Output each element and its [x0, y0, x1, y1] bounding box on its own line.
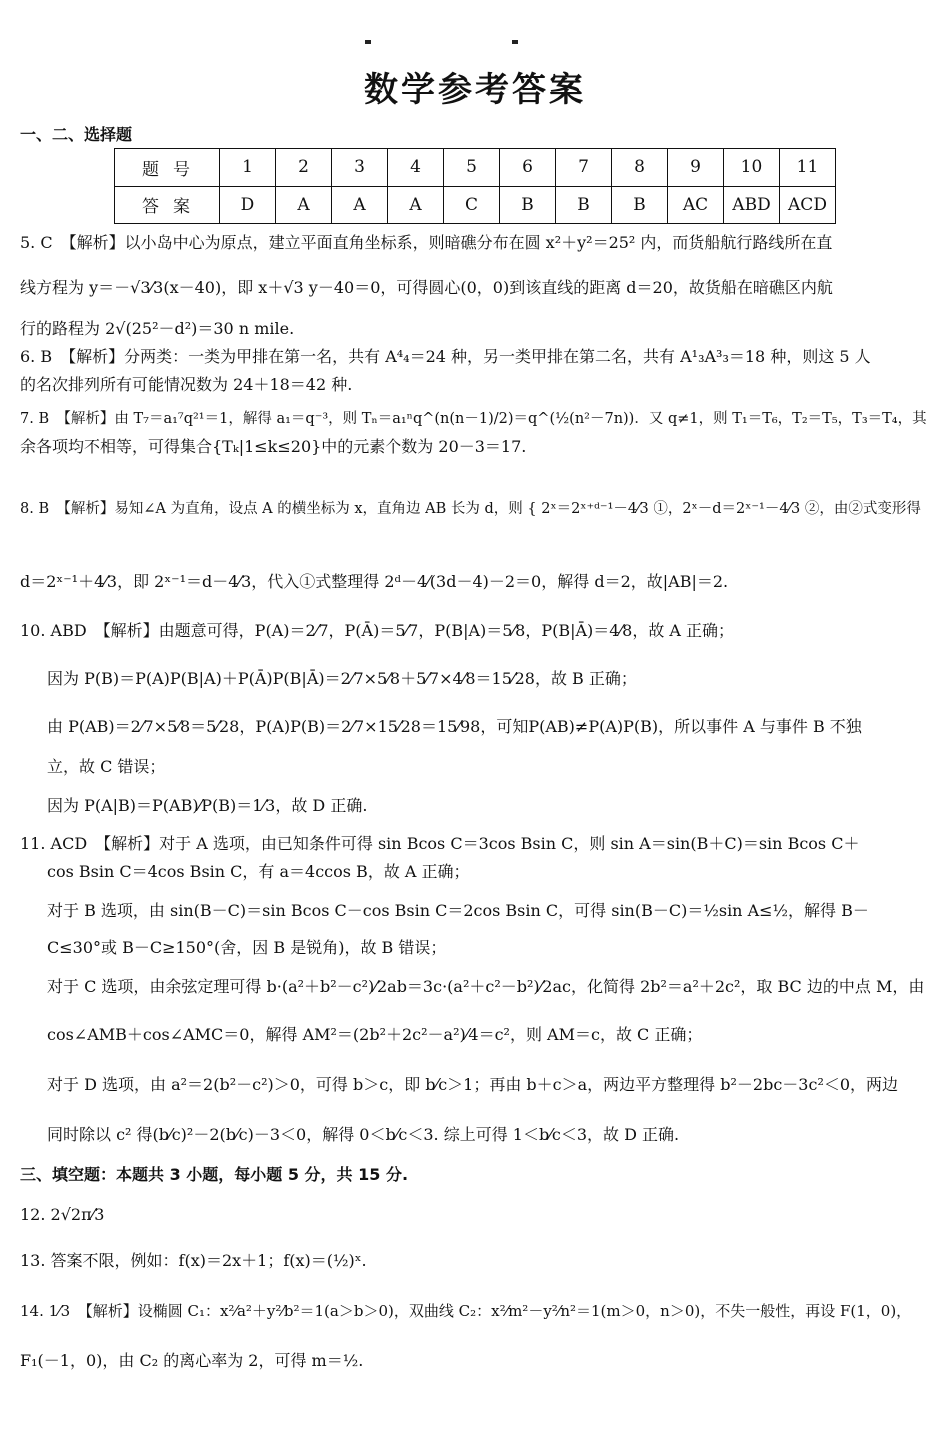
q14-line-1: 14. 1⁄3 【解析】设椭圆 C₁：x²⁄a²＋y²⁄b²＝1(a＞b＞0)，双曲线 C₂：x²⁄m²－y²⁄n²＝1(m＞0，n＞0)，不失一般性，再设 F(1，0)， — [20, 1302, 912, 1320]
page-title: 数学参考答案 — [364, 70, 586, 110]
scan-mark — [512, 40, 518, 44]
q5-line-1: 5. C 【解析】以小岛中心为原点，建立平面直角坐标系，则暗礁分布在圆 x²＋y²＝25² 内，而货船航行路线所在直 — [20, 233, 833, 252]
question-number: 3 — [332, 149, 388, 187]
q11-line-5: 对于 C 选项，由余弦定理可得 b·(a²＋b²－c²)⁄2ab＝3c·(a²＋c²－b²)⁄2ac，化简得 2b²＝a²＋2c²，取 BC 边的中点 M，由 — [47, 977, 925, 996]
answer-cell: ABD — [724, 186, 780, 224]
q11-line-6: cos∠AMB＋cos∠AMC＝0，解得 AM²＝(2b²＋2c²－a²)⁄4＝c²，则 AM＝c，故 C 正确； — [47, 1025, 703, 1044]
row-label-answer: 答案 — [115, 186, 220, 224]
answer-cell: ACD — [780, 186, 836, 224]
question-number: 8 — [612, 149, 668, 187]
q10-line-1: 10. ABD 【解析】由题意可得，P(A)＝2⁄7，P(Ā)＝5⁄7，P(B|A)＝5⁄8，P(B|Ā)＝4⁄8，故 A 正确； — [20, 621, 735, 640]
answer-cell: D — [220, 186, 276, 224]
question-number: 10 — [724, 149, 780, 187]
answer-cell: A — [276, 186, 332, 224]
answer-table — [114, 148, 836, 224]
q12-line: 12. 2√2π⁄3 — [20, 1205, 105, 1224]
q11-line-4: C≤30°或 B－C≥150°(舍，因 B 是锐角)，故 B 错误； — [47, 938, 447, 957]
q7-line-1: 7. B 【解析】由 T₇＝a₁⁷q²¹＝1，解得 a₁＝q⁻³，则 Tₙ＝a₁ⁿq^(n(n－1)/2)＝q^(½(n²－7n))．又 q≠1，则 T₁＝T₆，T₂＝T₅，T₃＝T₄，其 — [20, 411, 927, 427]
q5-line-3: 行的路程为 2√(25²－d²)＝30 n mile. — [20, 319, 295, 338]
scan-mark — [365, 40, 371, 44]
table-row-answers — [115, 186, 836, 224]
q7-line-2: 余各项均不相等，可得集合{Tₖ|1≤k≤20}中的元素个数为 20－3＝17. — [20, 437, 527, 456]
q11-line-2: cos Bsin C＝4cos Bsin C，有 a＝4ccos B，故 A 正确； — [47, 862, 470, 881]
question-number: 4 — [388, 149, 444, 187]
q13-line: 13. 答案不限，例如：f(x)＝2x＋1；f(x)＝(½)ˣ. — [20, 1251, 367, 1270]
row-label-question: 题号 — [115, 149, 220, 187]
q6-line-1: 6. B 【解析】分两类：一类为甲排在第一名，共有 A⁴₄＝24 种，另一类甲排在第二名，共有 A¹₃A³₃＝18 种，则这 5 人 — [20, 347, 871, 366]
table-row-numbers — [115, 149, 836, 187]
q10-line-4: 立，故 C 错误； — [47, 757, 166, 776]
q8-line-2: d＝2ˣ⁻¹＋4⁄3，即 2ˣ⁻¹＝d－4⁄3，代入①式整理得 2ᵈ－4⁄(3d－4)－2＝0，解得 d＝2，故|AB|＝2. — [20, 572, 729, 591]
q11-line-1: 11. ACD 【解析】对于 A 选项，由已知条件可得 sin Bcos C＝3cos Bsin C，则 sin A＝sin(B＋C)＝sin Bcos C＋ — [20, 834, 860, 853]
question-number: 2 — [276, 149, 332, 187]
question-number: 6 — [500, 149, 556, 187]
q10-line-5: 因为 P(A|B)＝P(AB)⁄P(B)＝1⁄3，故 D 正确. — [47, 796, 368, 815]
q5-line-2: 线方程为 y＝－√3⁄3(x－40)，即 x＋√3 y－40＝0，可得圆心(0，0)到该直线的距离 d＝20，故货船在暗礁区内航 — [20, 278, 833, 297]
section-fill-heading: 三、填空题：本题共 3 小题，每小题 5 分，共 15 分. — [20, 1165, 409, 1184]
q6-line-2: 的名次排列所有可能情况数为 24＋18＝42 种. — [20, 375, 353, 394]
q8-line-1: 8. B 【解析】易知∠A 为直角，设点 A 的横坐标为 x，直角边 AB 长为 d，则 { 2ˣ＝2ˣ⁺ᵈ⁻¹－4⁄3 ①，2ˣ－d＝2ˣ⁻¹－4⁄3 ②，由②式变形得 — [20, 501, 921, 517]
question-number: 9 — [668, 149, 724, 187]
answer-cell: AC — [668, 186, 724, 224]
section-choice-heading: 一、二、选择题 — [20, 125, 133, 144]
q11-line-3: 对于 B 选项，由 sin(B－C)＝sin Bcos C－cos Bsin C＝2cos Bsin C，可得 sin(B－C)＝½sin A≤½，解得 B－ — [47, 901, 869, 920]
answer-cell: C — [444, 186, 500, 224]
q10-line-3: 由 P(AB)＝2⁄7×5⁄8＝5⁄28，P(A)P(B)＝2⁄7×15⁄28＝15⁄98，可知P(AB)≠P(A)P(B)，所以事件 A 与事件 B 不独 — [47, 717, 862, 736]
q11-line-7: 对于 D 选项，由 a²＝2(b²－c²)＞0，可得 b＞c，即 b⁄c＞1；再由 b＋c＞a，两边平方整理得 b²－2bc－3c²＜0，两边 — [47, 1075, 899, 1094]
answer-cell: A — [388, 186, 444, 224]
q14-line-2: F₁(－1，0)，由 C₂ 的离心率为 2，可得 m＝½. — [20, 1351, 364, 1370]
question-number: 1 — [220, 149, 276, 187]
answer-cell: B — [556, 186, 612, 224]
question-number: 11 — [780, 149, 836, 187]
answer-cell: B — [500, 186, 556, 224]
answer-cell: A — [332, 186, 388, 224]
answer-cell: B — [612, 186, 668, 224]
question-number: 7 — [556, 149, 612, 187]
q10-line-2: 因为 P(B)＝P(A)P(B|A)＋P(Ā)P(B|Ā)＝2⁄7×5⁄8＋5⁄7×4⁄8＝15⁄28，故 B 正确； — [47, 669, 637, 688]
question-number: 5 — [444, 149, 500, 187]
q11-line-8: 同时除以 c² 得(b⁄c)²－2(b⁄c)－3＜0，解得 0＜b⁄c＜3. 综上可得 1＜b⁄c＜3，故 D 正确. — [47, 1125, 680, 1144]
